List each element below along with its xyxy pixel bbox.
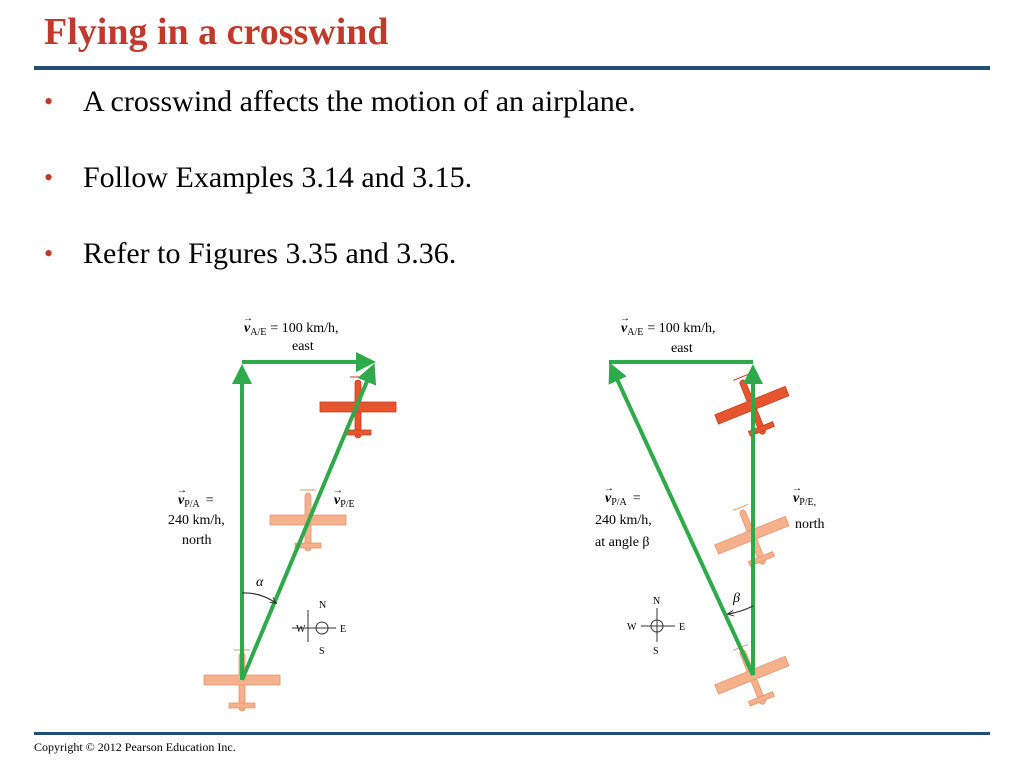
- label-v-ae-val: = 100 km/h,: [647, 321, 716, 336]
- angle-arc-alpha: [242, 593, 276, 603]
- compass-e: E: [679, 622, 686, 633]
- label-v-ae-sub: A/E: [250, 327, 267, 338]
- slide-title: Flying in a crosswind: [44, 11, 389, 53]
- compass-s: S: [653, 646, 659, 657]
- bullet-dot-icon: •: [44, 239, 54, 268]
- bullet-item: [44, 82, 984, 122]
- label-v-pe-sub: P/E: [340, 499, 355, 510]
- copyright-text: Copyright © 2012 Pearson Education Inc.: [34, 740, 236, 754]
- title-divider: [34, 66, 990, 70]
- bullet-list: [44, 82, 984, 310]
- label-v-ae-dir: east: [292, 339, 314, 354]
- compass-w: W: [627, 622, 637, 633]
- bullet-text: A crosswind affects the motion of an airplane.: [83, 85, 636, 118]
- label-v-ae-sym: v: [621, 321, 628, 336]
- bullet-item: [44, 158, 984, 198]
- vector-arrow-mark-icon: →: [792, 483, 802, 494]
- vector-arrow-mark-icon: →: [177, 485, 187, 496]
- label-v-pe-sub: P/E,: [799, 497, 817, 508]
- label-v-pa-sym: v: [605, 491, 612, 506]
- compass-icon: [627, 596, 685, 657]
- vector-arrow-mark-icon: →: [243, 313, 253, 324]
- compass-n: N: [653, 596, 661, 607]
- compass-n: N: [319, 600, 327, 611]
- label-v-ae-val: = 100 km/h,: [270, 321, 339, 336]
- label-v-ae: [621, 321, 716, 338]
- vector-arrow-mark-icon: →: [333, 485, 343, 496]
- label-v-ae: [244, 321, 339, 338]
- bullet-dot-icon: •: [44, 87, 54, 116]
- angle-label-alpha: α: [256, 575, 264, 590]
- bullet-text: Refer to Figures 3.35 and 3.36.: [83, 237, 457, 270]
- bullet-dot-icon: •: [44, 163, 54, 192]
- compass-e: E: [340, 624, 347, 635]
- label-v-pe-sym: v: [793, 491, 800, 506]
- angle-label-beta: β: [733, 591, 740, 606]
- bullet-item: [44, 234, 984, 274]
- label-v-pa-val: 240 km/h,: [595, 513, 652, 528]
- label-v-pa-eq: =: [205, 493, 214, 508]
- compass-s: S: [319, 646, 325, 657]
- angle-arc-beta: [728, 606, 753, 614]
- figure-crosswind-right: [585, 310, 845, 720]
- label-v-pa-sub: P/A: [611, 497, 627, 508]
- label-v-ae-sub: A/E: [627, 327, 644, 338]
- vector-arrow-mark-icon: →: [604, 483, 614, 494]
- label-v-pa-eq: =: [632, 491, 641, 506]
- label-v-pe-sym: v: [334, 493, 341, 508]
- label-v-pe-dir: north: [795, 517, 825, 532]
- footer-divider: [34, 732, 990, 735]
- label-v-ae-dir: east: [671, 341, 693, 356]
- label-v-pa-sub: P/A: [184, 499, 200, 510]
- vector-arrow-mark-icon: →: [620, 313, 630, 324]
- label-v-pa-val: 240 km/h,: [168, 513, 225, 528]
- label-v-pa-sym: v: [178, 493, 185, 508]
- label-v-ae-sym: v: [244, 321, 251, 336]
- bullet-text: Follow Examples 3.14 and 3.15.: [83, 161, 473, 194]
- label-v-pa-dir: at angle β: [595, 535, 650, 550]
- compass-icon: [292, 600, 346, 657]
- compass-w: W: [296, 624, 306, 635]
- label-v-pa-dir: north: [182, 533, 212, 548]
- figure-crosswind-left: [160, 310, 420, 720]
